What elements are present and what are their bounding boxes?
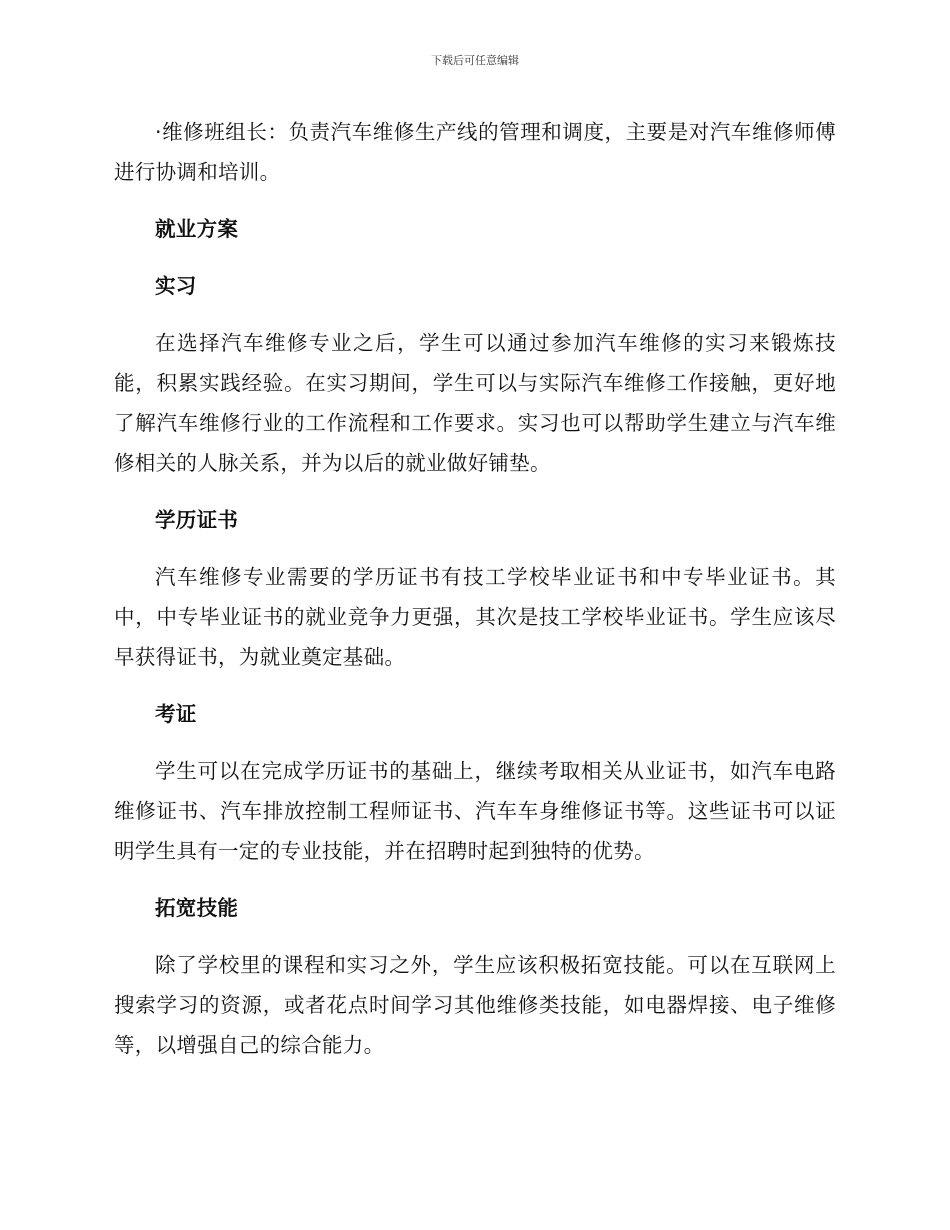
heading-certification: 考证: [155, 702, 197, 726]
paragraph-expand-skills: 除了学校里的课程和实习之外，学生应该积极拓宽技能。可以在互联网上搜索学习的资源，或者花点时间学习其他维修类技能，如电器焊接、电子维修等，以增强自己的综合能力。: [114, 953, 836, 1057]
heading-expand-skills: 拓宽技能: [155, 896, 239, 920]
header-note: 下载后可任意编辑: [431, 54, 519, 67]
heading-internship: 实习: [155, 274, 197, 298]
paragraph-internship: 在选择汽车维修专业之后，学生可以通过参加汽车维修的实习来锻炼技能，积累实践经验。在实习期间，学生可以与实际汽车维修工作接触，更好地了解汽车维修行业的工作流程和工作要求。实习也可以帮助学生建立与汽车维修相关的人脉关系，并为以后的就业做好铺垫。: [114, 331, 836, 475]
heading-employment-plan: 就业方案: [155, 217, 239, 241]
paragraph-team-leader: ·维修班组长：负责汽车维修生产线的管理和调度，主要是对汽车维修师傅进行协调和培训。: [114, 120, 836, 184]
paragraph-academic-certificate: 汽车维修专业需要的学历证书有技工学校毕业证书和中专毕业证书。其中，中专毕业证书的就业竞争力更强，其次是技工学校毕业证书。学生应该尽早获得证书，为就业奠定基础。: [114, 565, 836, 669]
document-body: [114, 112, 836, 1065]
heading-academic-certificate: 学历证书: [155, 508, 239, 532]
paragraph-certification: 学生可以在完成学历证书的基础上，继续考取相关从业证书，如汽车电路维修证书、汽车排放控制工程师证书、汽车车身维修证书等。这些证书可以证明学生具有一定的专业技能，并在招聘时起到独特的优势。: [114, 759, 836, 863]
